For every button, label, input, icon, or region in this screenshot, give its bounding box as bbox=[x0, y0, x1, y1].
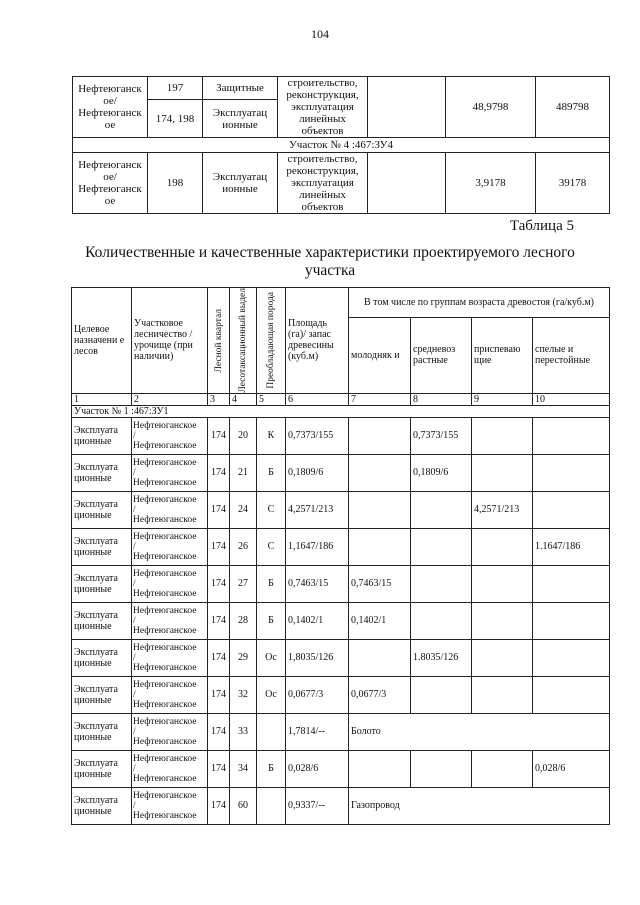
col-number: 7 bbox=[349, 393, 411, 405]
poroda-cell: С bbox=[257, 491, 286, 528]
lesn-cell: Нефтеюганское / Нефтеюганское bbox=[132, 602, 208, 639]
ripening-cell bbox=[472, 676, 533, 713]
middle-cell bbox=[411, 565, 472, 602]
empty-cell bbox=[368, 77, 446, 138]
lesn-cell: Нефтеюганское / Нефтеюганское bbox=[132, 491, 208, 528]
vydel-cell: 21 bbox=[230, 454, 257, 491]
col-number: 6 bbox=[286, 393, 349, 405]
middle-cell bbox=[411, 676, 472, 713]
purpose-cell: Эксплуата ционные bbox=[72, 417, 132, 454]
middle-cell bbox=[411, 602, 472, 639]
mature-cell bbox=[533, 639, 610, 676]
lesn-cell: Нефтеюганское / Нефтеюганское bbox=[132, 787, 208, 824]
vydel-cell: 26 bbox=[230, 528, 257, 565]
young-cell: 0,1402/1 bbox=[349, 602, 411, 639]
ripening-cell bbox=[472, 528, 533, 565]
table-row bbox=[72, 528, 610, 565]
lesn-cell: Нефтеюганское / Нефтеюганское bbox=[132, 676, 208, 713]
col-number: 9 bbox=[472, 393, 533, 405]
header-ripening: приспеваю щие bbox=[472, 318, 533, 393]
ripening-cell bbox=[472, 417, 533, 454]
mature-cell bbox=[533, 491, 610, 528]
col-number: 2 bbox=[132, 393, 208, 405]
section-label: Участок № 1 :467:ЗУ1 bbox=[72, 405, 610, 417]
poroda-cell: Ос bbox=[257, 676, 286, 713]
header-lesn: Участковое лесничество / урочище (при наличии) bbox=[132, 288, 208, 394]
purpose-cell: Эксплуата ционные bbox=[72, 787, 132, 824]
poroda-cell: Б bbox=[257, 565, 286, 602]
stock-cell: 489798 bbox=[536, 77, 610, 138]
table-row bbox=[72, 639, 610, 676]
young-cell bbox=[349, 454, 411, 491]
table-row bbox=[72, 454, 610, 491]
kvartal-cell: 174 bbox=[208, 528, 230, 565]
middle-cell bbox=[411, 491, 472, 528]
purpose-cell: Эксплуата ционные bbox=[72, 639, 132, 676]
ripening-cell bbox=[472, 602, 533, 639]
kvartal-cell: 174 bbox=[208, 713, 230, 750]
table-row bbox=[72, 565, 610, 602]
lesn-cell: Нефтеюганское / Нефтеюганское bbox=[132, 639, 208, 676]
kvartal-cell: 174 bbox=[208, 454, 230, 491]
header-vydel: Лесотаксационный выдел bbox=[230, 288, 257, 394]
col-number: 8 bbox=[411, 393, 472, 405]
section-row bbox=[72, 405, 610, 417]
stock-cell: 39178 bbox=[536, 153, 610, 214]
kvartal-cell: 174 bbox=[208, 787, 230, 824]
middle-cell bbox=[411, 528, 472, 565]
area-cell: 1,7814/-- bbox=[286, 713, 349, 750]
middle-cell: 0,1809/6 bbox=[411, 454, 472, 491]
header-young: молодняк и bbox=[349, 318, 411, 393]
lesn-cell: Нефтеюганское / Нефтеюганское bbox=[132, 565, 208, 602]
table-row bbox=[73, 153, 610, 214]
header-mature: спелые и перестойные bbox=[533, 318, 610, 393]
young-cell bbox=[349, 528, 411, 565]
area-cell: 3,9178 bbox=[446, 153, 536, 214]
section-row bbox=[73, 138, 610, 153]
ripening-cell: 4,2571/213 bbox=[472, 491, 533, 528]
kvartal-cell: 174 bbox=[208, 676, 230, 713]
note-cell: Газопровод bbox=[349, 787, 610, 824]
kvartal-cell: 198 bbox=[148, 153, 203, 214]
lesn-cell: Нефтеюганск ое/ Нефтеюганск ое bbox=[73, 77, 148, 138]
header-poroda: Преобладающая порода bbox=[257, 288, 286, 394]
poroda-cell: С bbox=[257, 528, 286, 565]
table-row bbox=[72, 787, 610, 824]
young-cell bbox=[349, 750, 411, 787]
kvartal-cell: 174 bbox=[208, 602, 230, 639]
category-cell: Эксплуатац ионные bbox=[203, 153, 278, 214]
purpose-cell: Эксплуата ционные bbox=[72, 713, 132, 750]
poroda-cell bbox=[257, 787, 286, 824]
category-cell: Эксплуатац ионные bbox=[203, 100, 278, 138]
young-cell bbox=[349, 639, 411, 676]
vydel-cell: 29 bbox=[230, 639, 257, 676]
ripening-cell bbox=[472, 454, 533, 491]
vydel-cell: 33 bbox=[230, 713, 257, 750]
middle-cell bbox=[411, 750, 472, 787]
lesn-cell: Нефтеюганское / Нефтеюганское bbox=[132, 713, 208, 750]
purpose-cell: Эксплуата ционные bbox=[72, 454, 132, 491]
area-cell: 0,9337/-- bbox=[286, 787, 349, 824]
col-number: 4 bbox=[230, 393, 257, 405]
kvartal-cell: 174 bbox=[208, 491, 230, 528]
kvartal-cell: 174 bbox=[208, 417, 230, 454]
purpose-cell: Эксплуата ционные bbox=[72, 750, 132, 787]
lesn-cell: Нефтеюганское / Нефтеюганское bbox=[132, 454, 208, 491]
col-number-row bbox=[72, 393, 610, 405]
poroda-cell: Б bbox=[257, 454, 286, 491]
middle-cell: 1.8035/126 bbox=[411, 639, 472, 676]
table-row bbox=[72, 491, 610, 528]
continuation-table bbox=[72, 76, 610, 214]
area-cell: 0,0677/3 bbox=[286, 676, 349, 713]
col-number: 10 bbox=[533, 393, 610, 405]
young-cell bbox=[349, 417, 411, 454]
forest-characteristics-table bbox=[71, 287, 610, 825]
poroda-cell bbox=[257, 713, 286, 750]
note-cell: Болото bbox=[349, 713, 610, 750]
vydel-cell: 20 bbox=[230, 417, 257, 454]
empty-cell bbox=[368, 153, 446, 214]
lesn-cell: Нефтеюганское / Нефтеюганское bbox=[132, 528, 208, 565]
lesn-cell: Нефтеюганское / Нефтеюганское bbox=[132, 750, 208, 787]
area-cell: 48,9798 bbox=[446, 77, 536, 138]
lesn-cell: Нефтеюганск ое/ Нефтеюганск ое bbox=[73, 153, 148, 214]
ripening-cell bbox=[472, 750, 533, 787]
mature-cell bbox=[533, 676, 610, 713]
header-kvartal: Лесной квартал bbox=[208, 288, 230, 394]
middle-cell: 0,7373/155 bbox=[411, 417, 472, 454]
purpose-cell: Эксплуата ционные bbox=[72, 528, 132, 565]
mature-cell: 0,028/6 bbox=[533, 750, 610, 787]
header-row bbox=[72, 288, 610, 318]
mature-cell bbox=[533, 417, 610, 454]
category-cell: Защитные bbox=[203, 77, 278, 100]
purpose-cell: Эксплуата ционные bbox=[72, 602, 132, 639]
vydel-cell: 27 bbox=[230, 565, 257, 602]
col-number: 1 bbox=[72, 393, 132, 405]
area-cell: 1,1647/186 bbox=[286, 528, 349, 565]
kvartal-cell: 197 bbox=[148, 77, 203, 100]
mature-cell bbox=[533, 602, 610, 639]
kvartal-cell: 174, 198 bbox=[148, 100, 203, 138]
table-row bbox=[73, 77, 610, 100]
table-body bbox=[72, 417, 610, 824]
header-purpose: Целевое назначени е лесов bbox=[72, 288, 132, 394]
table-row bbox=[72, 602, 610, 639]
col-number: 3 bbox=[208, 393, 230, 405]
purpose-cell: Эксплуата ционные bbox=[72, 565, 132, 602]
area-cell: 0,1809/6 bbox=[286, 454, 349, 491]
table-title: Количественные и качественные характеристики проектируемого лесного участка bbox=[85, 244, 575, 279]
header-middle: средневоз растные bbox=[411, 318, 472, 393]
area-cell: 1,8035/126 bbox=[286, 639, 349, 676]
young-cell: 0,7463/15 bbox=[349, 565, 411, 602]
col-number: 5 bbox=[257, 393, 286, 405]
young-cell: 0,0677/3 bbox=[349, 676, 411, 713]
ripening-cell bbox=[472, 639, 533, 676]
purpose-cell: строительство, реконструкция, эксплуатация линейных объектов bbox=[278, 153, 368, 214]
lesn-cell: Нефтеюганское / Нефтеюганское bbox=[132, 417, 208, 454]
mature-cell bbox=[533, 454, 610, 491]
section-label: Участок № 4 :467:ЗУ4 bbox=[73, 138, 610, 153]
purpose-cell: Эксплуата ционные bbox=[72, 676, 132, 713]
area-cell: 0,028/6 bbox=[286, 750, 349, 787]
table-label: Таблица 5 bbox=[509, 218, 574, 234]
vydel-cell: 34 bbox=[230, 750, 257, 787]
area-cell: 0,7463/15 bbox=[286, 565, 349, 602]
poroda-cell: Б bbox=[257, 602, 286, 639]
area-cell: 0,7373/155 bbox=[286, 417, 349, 454]
table-row bbox=[72, 713, 610, 750]
mature-cell: 1.1647/186 bbox=[533, 528, 610, 565]
ripening-cell bbox=[472, 565, 533, 602]
kvartal-cell: 174 bbox=[208, 639, 230, 676]
table-row bbox=[72, 750, 610, 787]
vydel-cell: 32 bbox=[230, 676, 257, 713]
kvartal-cell: 174 bbox=[208, 750, 230, 787]
vydel-cell: 60 bbox=[230, 787, 257, 824]
header-group: В том числе по группам возраста древостоя (га/куб.м) bbox=[349, 288, 610, 318]
young-cell bbox=[349, 491, 411, 528]
table-row bbox=[72, 417, 610, 454]
purpose-cell: Эксплуата ционные bbox=[72, 491, 132, 528]
header-area: Площадь (га)/ запас древесины (куб.м) bbox=[286, 288, 349, 394]
kvartal-cell: 174 bbox=[208, 565, 230, 602]
poroda-cell: Ос bbox=[257, 639, 286, 676]
poroda-cell: К bbox=[257, 417, 286, 454]
table-row bbox=[72, 676, 610, 713]
page-number: 104 bbox=[311, 27, 329, 41]
vydel-cell: 28 bbox=[230, 602, 257, 639]
area-cell: 0,1402/1 bbox=[286, 602, 349, 639]
area-cell: 4,2571/213 bbox=[286, 491, 349, 528]
vydel-cell: 24 bbox=[230, 491, 257, 528]
mature-cell bbox=[533, 565, 610, 602]
poroda-cell: Б bbox=[257, 750, 286, 787]
purpose-cell: строительство, реконструкция, эксплуатация линейных объектов bbox=[278, 77, 368, 138]
